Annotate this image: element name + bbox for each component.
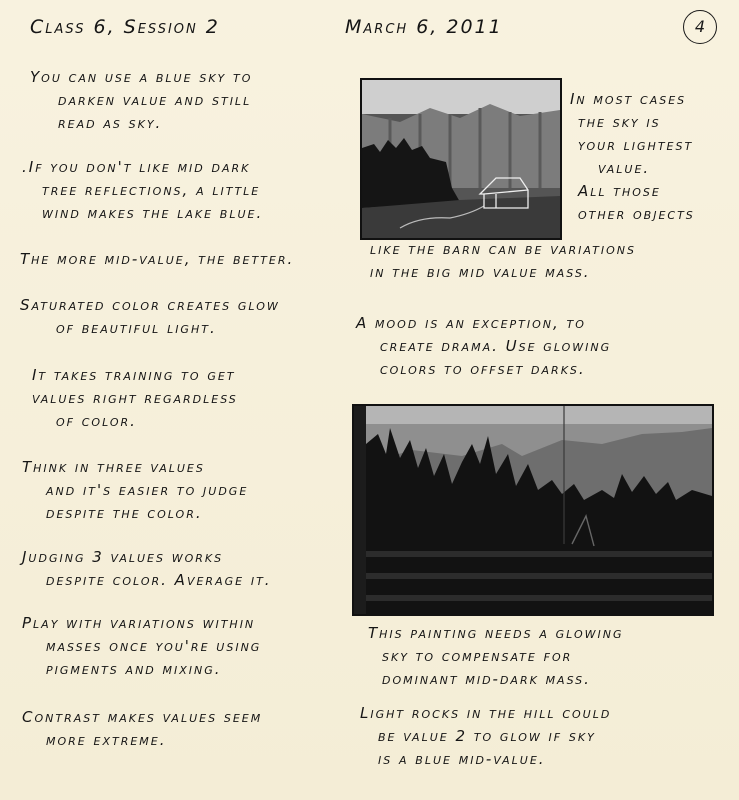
note-light-rocks: Light rocks in the hill could be value 2 to glow if sky is a blue mid-value. [360, 704, 612, 768]
barn-lake-sketch [360, 78, 562, 240]
note-mood-exception: A mood is an exception, to create drama. Use glowing colors to offset darks. [356, 314, 612, 378]
note-contrast: Contrast makes values seem more extreme. [22, 708, 263, 749]
note-judging-values: Judging 3 values works despite color. Average it. [22, 548, 272, 589]
note-barn-variations: like the barn can be variations in the big mid value mass. [370, 240, 636, 281]
note-glowing-sky: This painting needs a glowing sky to compensate for dominant mid-dark mass. [368, 624, 624, 688]
forest-sketch [352, 404, 714, 616]
note-blue-sky: You can use a blue sky to darken value and still read as sky. [30, 68, 253, 132]
note-tree-reflections: .If you don't like mid dark tree reflections, a little wind makes the lake blue. [22, 158, 264, 222]
page-number: 4 [683, 10, 717, 44]
session-title: Class 6, Session 2 [30, 16, 220, 38]
session-date: March 6, 2011 [345, 16, 503, 38]
note-mid-value: The more mid-value, the better. [20, 250, 295, 268]
note-play-variations: Play with variations within masses once you're using pigments and mixing. [22, 614, 262, 678]
note-sky-lightest: In most cases the sky is your lightest value. All those other objects [570, 90, 695, 223]
note-three-values: Think in three values and it's easier to judge despite the color. [22, 458, 249, 522]
note-training: It takes training to get values right regardless of color. [32, 366, 238, 430]
note-saturated-color: Saturated color creates glow of beautiful light. [20, 296, 280, 337]
